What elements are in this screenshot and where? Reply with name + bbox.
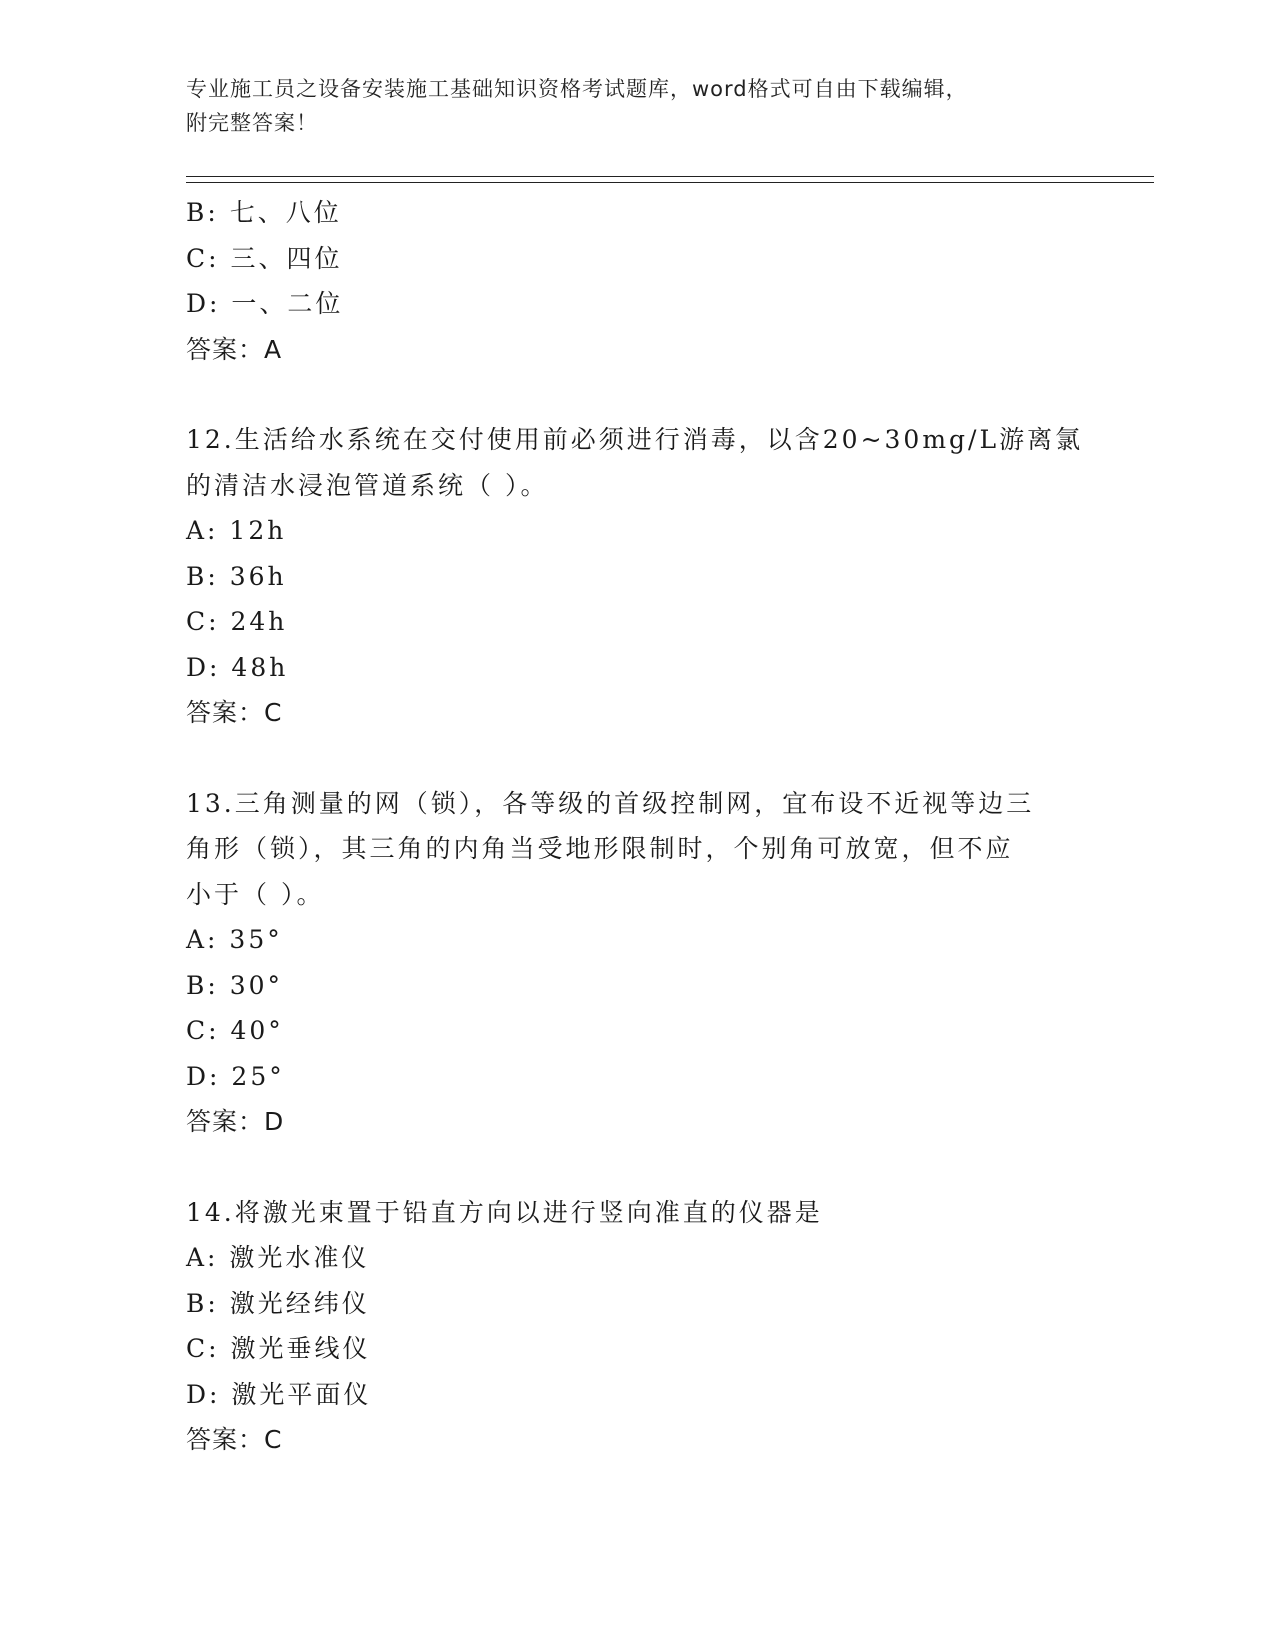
spacer	[186, 1145, 1086, 1190]
question-12	[186, 417, 1086, 736]
option-d: D: 激光平面仪	[186, 1379, 372, 1409]
question-stem-line: 12.生活给水系统在交付使用前必须进行消毒，以含20~30mg/L游离氯	[186, 425, 1084, 454]
option-b: B: 激光经纬仪	[186, 1288, 370, 1318]
question-stem-line: 的清洁水浸泡管道系统（ ）。	[186, 470, 549, 500]
option-d: D: 一、二位	[186, 289, 344, 318]
question-stem-line: 角形（锁），其三角的内角当受地形限制时，个别角可放宽，但不应	[186, 834, 1014, 863]
answer-line: 答案：C	[186, 1425, 283, 1454]
option-c: C: 40°	[186, 1016, 284, 1045]
option-d: D: 48h	[186, 652, 289, 682]
header-divider-top	[186, 176, 1154, 177]
option-d: D: 25°	[186, 1061, 285, 1091]
answer-line: 答案：A	[186, 334, 283, 364]
option-b: B: 30°	[186, 970, 284, 1000]
question-list	[186, 190, 1086, 1463]
header-line-2: 附完整答案！	[186, 111, 318, 135]
answer-line: 答案：D	[186, 1107, 285, 1136]
option-c: C: 激光垂线仪	[186, 1334, 371, 1363]
answer-line: 答案：C	[186, 698, 283, 727]
option-b: B: 36h	[186, 561, 287, 591]
question-stem-line: 14.将激光束置于铅直方向以进行竖向准直的仪器是	[186, 1197, 823, 1227]
option-c: C: 24h	[186, 607, 288, 636]
option-b: B: 七、八位	[186, 198, 342, 227]
header-line-1: 专业施工员之设备安装施工基础知识资格考试题库，word格式可自由下载编辑，	[186, 77, 968, 101]
header-divider-bottom	[186, 182, 1154, 183]
question-13	[186, 781, 1086, 1145]
question-11-continued	[186, 190, 1086, 372]
spacer	[186, 372, 1086, 417]
option-a: A: 35°	[186, 925, 283, 954]
spacer	[186, 736, 1086, 781]
document-header	[186, 72, 1066, 140]
option-a: A: 激光水准仪	[186, 1243, 370, 1272]
question-stem-line: 小于（ ）。	[186, 879, 325, 909]
option-c: C: 三、四位	[186, 243, 343, 273]
question-stem-line: 13.三角测量的网（锁），各等级的首级控制网，宜布设不近视等边三	[186, 788, 1035, 818]
question-14	[186, 1190, 1086, 1463]
option-a: A: 12h	[186, 516, 287, 545]
